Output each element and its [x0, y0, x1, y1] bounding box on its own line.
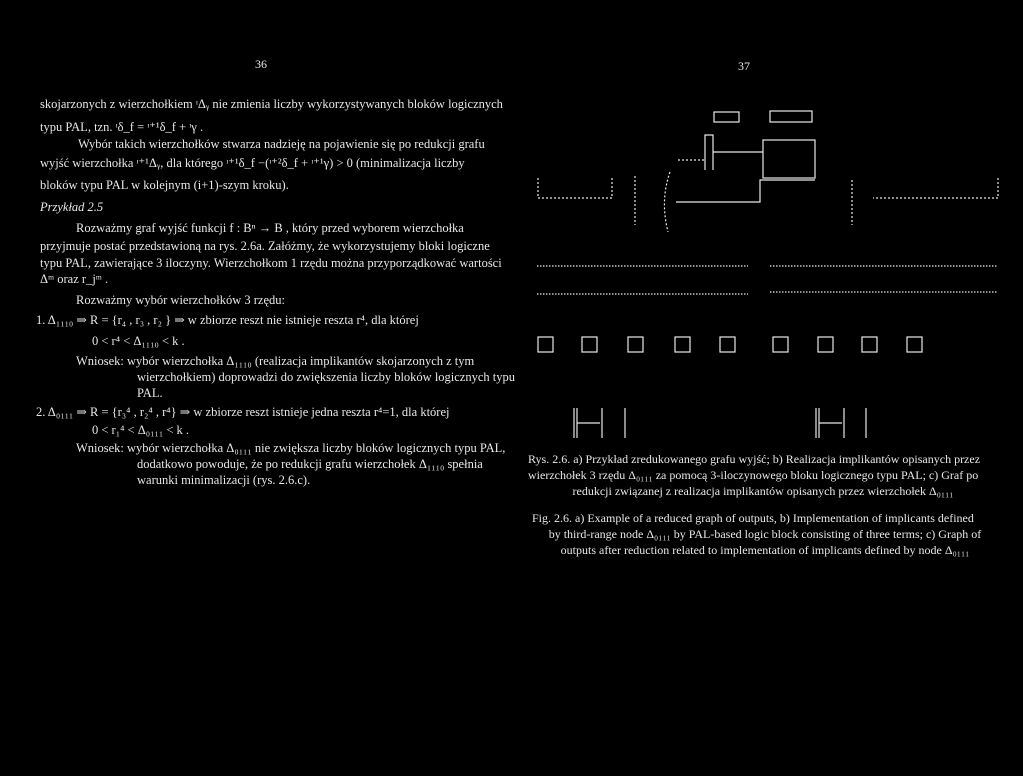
pal-cell	[582, 337, 597, 352]
caption-line: Rys. 2.6. a) Przykład zredukowanego grafu wyjść; b) Realizacja implikantów opisanych przez	[528, 452, 981, 466]
text-line: Wybór takich wierzchołków stwarza nadzieję na pojawienie się po redukcji grafu	[78, 137, 485, 151]
text-line: 1. Δ₁₁₁₀ ⇒ R = {r₄ , r₃ , r₂ } ⇒ w zbiorze reszt nie istnieje reszta r⁴, dla której	[36, 313, 419, 327]
graph-node	[714, 112, 739, 122]
pal-cell	[628, 337, 643, 352]
reduced-graph-right	[816, 408, 866, 438]
text-line: 2. Δ₀₁₁₁ ⇒ R = {r₃⁴ , r₂⁴ , r⁴} ⇒ w zbiorze reszt istnieje jedna reszta r⁴=1, dla której	[36, 405, 450, 419]
caption-line: Fig. 2.6. a) Example of a reduced graph of outputs, b) Implementation of implicants defined	[532, 511, 974, 525]
page-number-left: 36	[255, 57, 267, 71]
formula-line: 0 < r₁⁴ < Δ₀₁₁₁ < k .	[92, 423, 189, 437]
example-title: Przykład 2.5	[40, 200, 104, 214]
pal-cell	[720, 337, 735, 352]
text-line: wyjść wierzchołka ᶦ⁺¹Δᵧ, dla którego ᶦ⁺¹δ_f −(ᶦ⁺²δ_f + ᶦ⁺¹γ) > 0 (minimalizacja liczby	[40, 156, 465, 170]
text-line: wierzchołkiem) doprowadzi do zwiększenia liczby bloków logicznych typu	[137, 370, 516, 384]
text-line: skojarzonych z wierzchołkiem ᶦΔᵧ nie zmienia liczby wykorzystywanych bloków logicznych	[40, 97, 503, 111]
graph-edge	[873, 178, 998, 198]
text-line: bloków typu PAL w kolejnym (i+1)-szym kroku).	[40, 178, 289, 192]
text-line: Wniosek: wybór wierzchołka Δ₁₁₁₀ (realizacja implikantów skojarzonych z tym	[76, 354, 475, 368]
text-line: Δᵐ oraz r_jᵐ .	[40, 272, 109, 286]
graph-edge	[664, 172, 670, 232]
pal-cell	[818, 337, 833, 352]
formula-line: 0 < r⁴ < Δ₁₁₁₀ < k .	[92, 334, 185, 348]
reduced-graph-left	[574, 408, 625, 438]
graph-edge	[705, 135, 713, 170]
pal-cell	[862, 337, 877, 352]
caption-line: redukcji związanej z realizacja implikantów opisanych przez wierzchołek Δ₀₁₁₁	[572, 484, 954, 498]
pal-cell	[675, 337, 690, 352]
text-line: dodatkowo powoduje, że po redukcji grafu wierzchołek Δ₁₁₁₀ spełnia	[137, 457, 483, 471]
graph-edge	[676, 180, 815, 202]
pal-cell	[773, 337, 788, 352]
text-line: Rozważmy wybór wierzchołków 3 rzędu:	[76, 293, 285, 307]
graph-node	[763, 140, 815, 178]
page-number-right: 37	[738, 59, 750, 73]
graph-node	[770, 111, 812, 122]
text-line: Rozważmy graf wyjść funkcji f : Bⁿ → B , który przed wyborem wierzchołka	[76, 221, 464, 235]
caption-polish	[528, 451, 998, 499]
text-line: PAL.	[137, 386, 163, 400]
graph-edge	[538, 178, 612, 198]
caption-line: outputs after reduction related to implementation of implicants defined by node Δ₀₁₁₁	[560, 543, 970, 557]
text-line: typu PAL, tzn. ᶦδ_f = ᶦ⁺¹δ_f + ᶦγ .	[40, 120, 204, 134]
pal-cell	[907, 337, 922, 352]
caption-line: by third-range node Δ₀₁₁₁ by PAL-based logic block consisting of three terms; c) Graph of	[548, 527, 982, 541]
caption-english	[532, 510, 998, 558]
text-line: Wniosek: wybór wierzchołka Δ₀₁₁₁ nie zwiększa liczby bloków logicznych typu PAL,	[76, 441, 506, 455]
text-line: warunki minimalizacji (rys. 2.6.c).	[137, 473, 311, 487]
text-line: przyjmuje postać przedstawioną na rys. 2.6a. Załóżmy, że wykorzystujemy bloki logiczne	[40, 239, 490, 253]
caption-line: wierzchołek 3 rzędu Δ₀₁₁₁ za pomocą 3-iloczynowego bloku logicznego typu PAL; c) Graf po	[528, 468, 979, 482]
text-line: typu PAL, zawierające 3 iloczyny. Wierzchołkom 1 rzędu można przyporządkować wartości	[40, 256, 502, 270]
pal-cell	[538, 337, 553, 352]
